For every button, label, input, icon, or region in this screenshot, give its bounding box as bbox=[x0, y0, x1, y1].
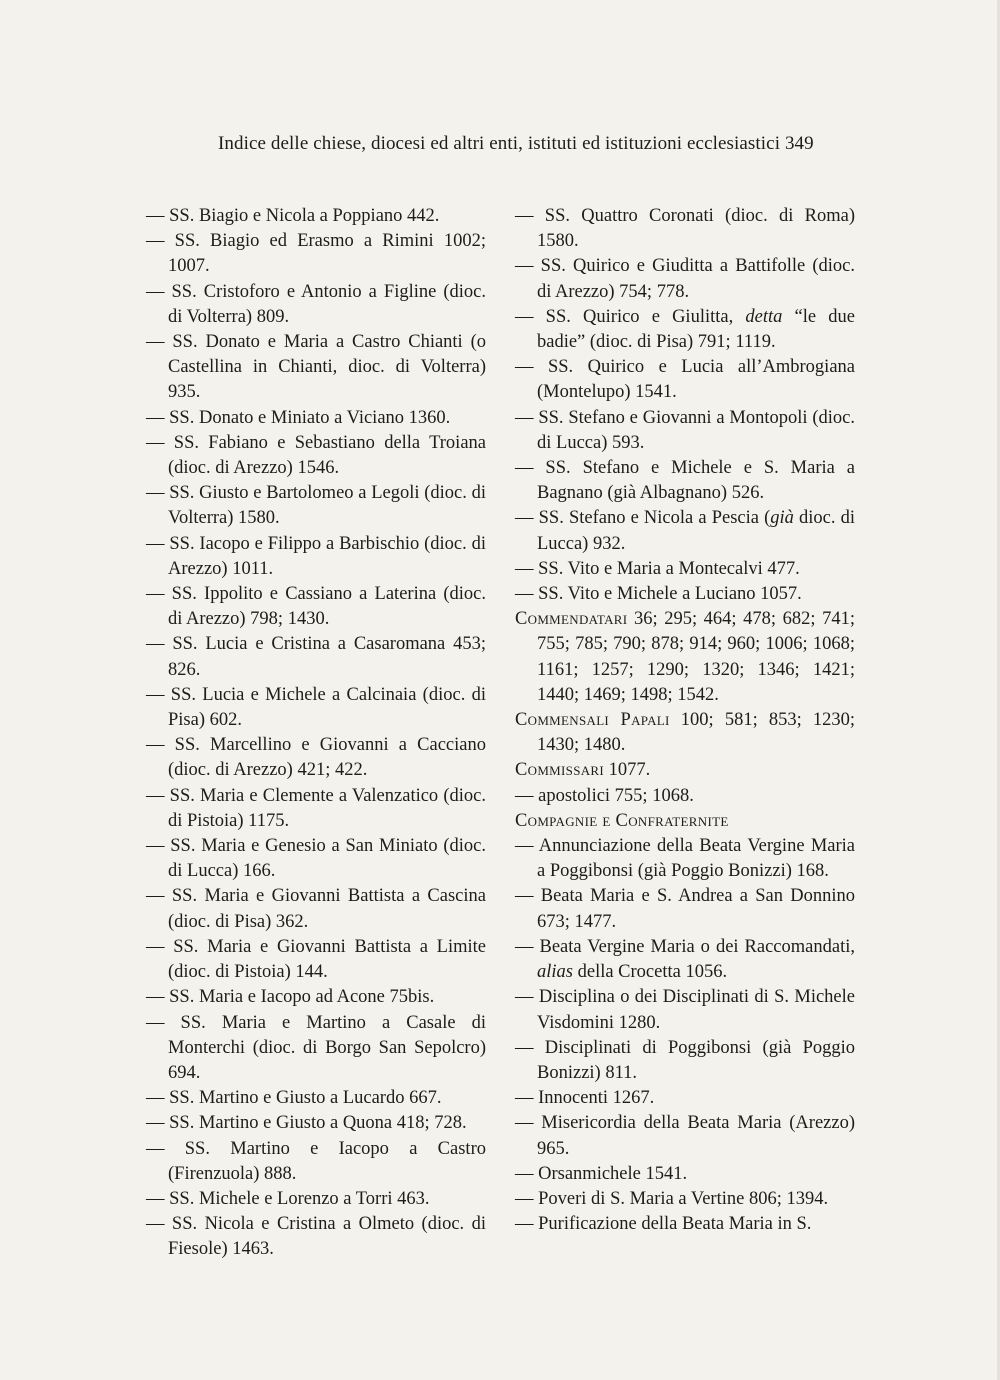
index-entry: — SS. Fabiano e Sebastiano della Troiana (dioc. di Arezzo) 1546. bbox=[146, 432, 486, 479]
index-entry: — Beata Maria e S. Andrea a San Donnino 673; 1477. bbox=[515, 886, 855, 932]
page-number: 349 bbox=[784, 133, 814, 154]
entry-italic: già bbox=[770, 508, 794, 529]
index-entry: — SS. Vito e Maria a Montecalvi 477. bbox=[515, 558, 800, 579]
index-entry: — SS. Iacopo e Filippo a Barbischio (dioc. di Arezzo) 1011. bbox=[146, 533, 486, 579]
running-header bbox=[218, 132, 858, 156]
index-entry: — SS. Lucia e Cristina a Casaromana 453; 826. bbox=[146, 634, 486, 680]
index-entry: — SS. Nicola e Cristina a Olmeto (dioc. di Fiesole) 1463. bbox=[146, 1214, 486, 1260]
index-entry bbox=[515, 506, 855, 556]
index-entry: — SS. Biagio ed Erasmo a Rimini 1002; 1007. bbox=[146, 231, 486, 277]
index-entry: — SS. Maria e Iacopo ad Acone 75bis. bbox=[146, 987, 435, 1008]
index-heading-entry bbox=[515, 708, 855, 758]
index-entry: — SS. Maria e Martino a Casale di Monterchi (dioc. di Borgo San Sepolcro) 694. bbox=[146, 1012, 486, 1083]
index-entry: — Innocenti 1267. bbox=[515, 1088, 655, 1109]
entry-text: — Beata Vergine Maria o dei Raccomandati, bbox=[515, 936, 855, 957]
right-column bbox=[515, 204, 855, 1237]
index-entry: — SS. Maria e Giovanni Battista a Cascina (dioc. di Pisa) 362. bbox=[146, 886, 486, 932]
index-entry: — SS. Ippolito e Cassiano a Laterina (dioc. di Arezzo) 798; 1430. bbox=[146, 584, 486, 630]
entry-text: — SS. Stefano e Nicola a Pescia ( bbox=[515, 508, 771, 529]
left-column bbox=[146, 204, 486, 1263]
index-entry: — SS. Cristoforo e Antonio a Figline (dioc. di Volterra) 809. bbox=[146, 281, 486, 327]
header-title: Indice delle chiese, diocesi ed altri enti, istituti ed istituzioni ecclesiastici bbox=[218, 133, 781, 154]
entry-italic: detta bbox=[745, 306, 783, 327]
index-entry: — Orsanmichele 1541. bbox=[515, 1163, 688, 1184]
index-entry: — SS. Maria e Clemente a Valenzatico (dioc. di Pistoia) 1175. bbox=[146, 785, 486, 831]
entry-text: dioc. di Lucca) 932. bbox=[537, 508, 855, 554]
index-entry: — Disciplinati di Poggibonsi (già Poggio Bonizzi) 811. bbox=[515, 1037, 855, 1083]
entry-italic: alias bbox=[537, 962, 573, 983]
index-entry: — SS. Stefano e Michele e S. Maria a Bagnano (già Albagnano) 526. bbox=[515, 458, 855, 504]
index-entry: — apostolici 755; 1068. bbox=[515, 785, 694, 806]
index-entry bbox=[515, 305, 855, 355]
index-entry: — SS. Donato e Maria a Castro Chianti (o Castellina in Chianti, dioc. di Volterra) 935. bbox=[146, 332, 486, 403]
entry-text: 100; 581; 853; 1230; 1430; 1480. bbox=[537, 710, 855, 756]
index-entry: — SS. Stefano e Giovanni a Montopoli (dioc. di Lucca) 593. bbox=[515, 407, 855, 453]
index-entry: — Misericordia della Beata Maria (Arezzo) 965. bbox=[515, 1113, 855, 1159]
heading-compagnie: Compagnie e Confraternite bbox=[515, 810, 729, 831]
index-entry: — Purificazione della Beata Maria in S. bbox=[515, 1214, 812, 1235]
index-entry: — SS. Quirico e Giuditta a Battifolle (dioc. di Arezzo) 754; 778. bbox=[515, 256, 855, 302]
index-entry: — SS. Michele e Lorenzo a Torri 463. bbox=[146, 1188, 430, 1209]
index-entry: — SS. Biagio e Nicola a Poppiano 442. bbox=[146, 206, 440, 226]
index-entry: — SS. Quirico e Lucia all’Ambrogiana (Montelupo) 1541. bbox=[515, 357, 855, 403]
index-entry: — SS. Quattro Coronati (dioc. di Roma) 1580. bbox=[515, 206, 855, 252]
entry-text: 36; 295; 464; 478; 682; 741; 755; 785; 790; 878; 914; 960; 1006; 1068; 1161; 1257; 1290; 1320; 1346; 1421; 1440; 1469; 1498; 1542. bbox=[537, 609, 855, 705]
entry-text: “le due badie” (dioc. di Pisa) 791; 1119. bbox=[537, 306, 855, 353]
index-entry: — SS. Martino e Iacopo a Castro (Firenzuola) 888. bbox=[146, 1138, 486, 1184]
entry-text: 1077. bbox=[604, 760, 651, 781]
index-entry: — Annunciazione della Beata Vergine Maria a Poggibonsi (già Poggio Bonizzi) 168. bbox=[515, 836, 855, 882]
index-entry: — SS. Marcellino e Giovanni a Cacciano (dioc. di Arezzo) 421; 422. bbox=[146, 735, 486, 781]
index-entry: — SS. Vito e Michele a Luciano 1057. bbox=[515, 584, 802, 605]
index-entry: — SS. Martino e Giusto a Quona 418; 728. bbox=[146, 1113, 467, 1134]
index-entry: — SS. Donato e Miniato a Viciano 1360. bbox=[146, 407, 451, 428]
index-heading-entry bbox=[515, 607, 855, 708]
index-entry: — Poveri di S. Maria a Vertine 806; 1394. bbox=[515, 1188, 829, 1209]
index-entry: — SS. Giusto e Bartolomeo a Legoli (dioc. di Volterra) 1580. bbox=[146, 483, 486, 529]
index-entry bbox=[515, 935, 855, 985]
index-entry: — SS. Lucia e Michele a Calcinaia (dioc. di Pisa) 602. bbox=[146, 684, 486, 731]
index-entry: — SS. Maria e Genesio a San Miniato (dioc. di Lucca) 166. bbox=[146, 836, 486, 882]
heading-commendatari: Commendatari bbox=[515, 609, 628, 630]
heading-commensali-papali: Commensali Papali bbox=[515, 710, 670, 731]
entry-text: della Crocetta 1056. bbox=[572, 962, 728, 983]
index-entry: — Disciplina o dei Disciplinati di S. Michele Visdomini 1280. bbox=[515, 987, 855, 1033]
index-entry: — SS. Maria e Giovanni Battista a Limite (dioc. di Pistoia) 144. bbox=[146, 936, 486, 983]
heading-commissari: Commissari bbox=[515, 760, 605, 781]
index-entry: — SS. Martino e Giusto a Lucardo 667. bbox=[146, 1088, 442, 1109]
index-heading-entry bbox=[515, 758, 855, 783]
entry-text: — SS. Quirico e Giulitta, bbox=[515, 306, 746, 327]
